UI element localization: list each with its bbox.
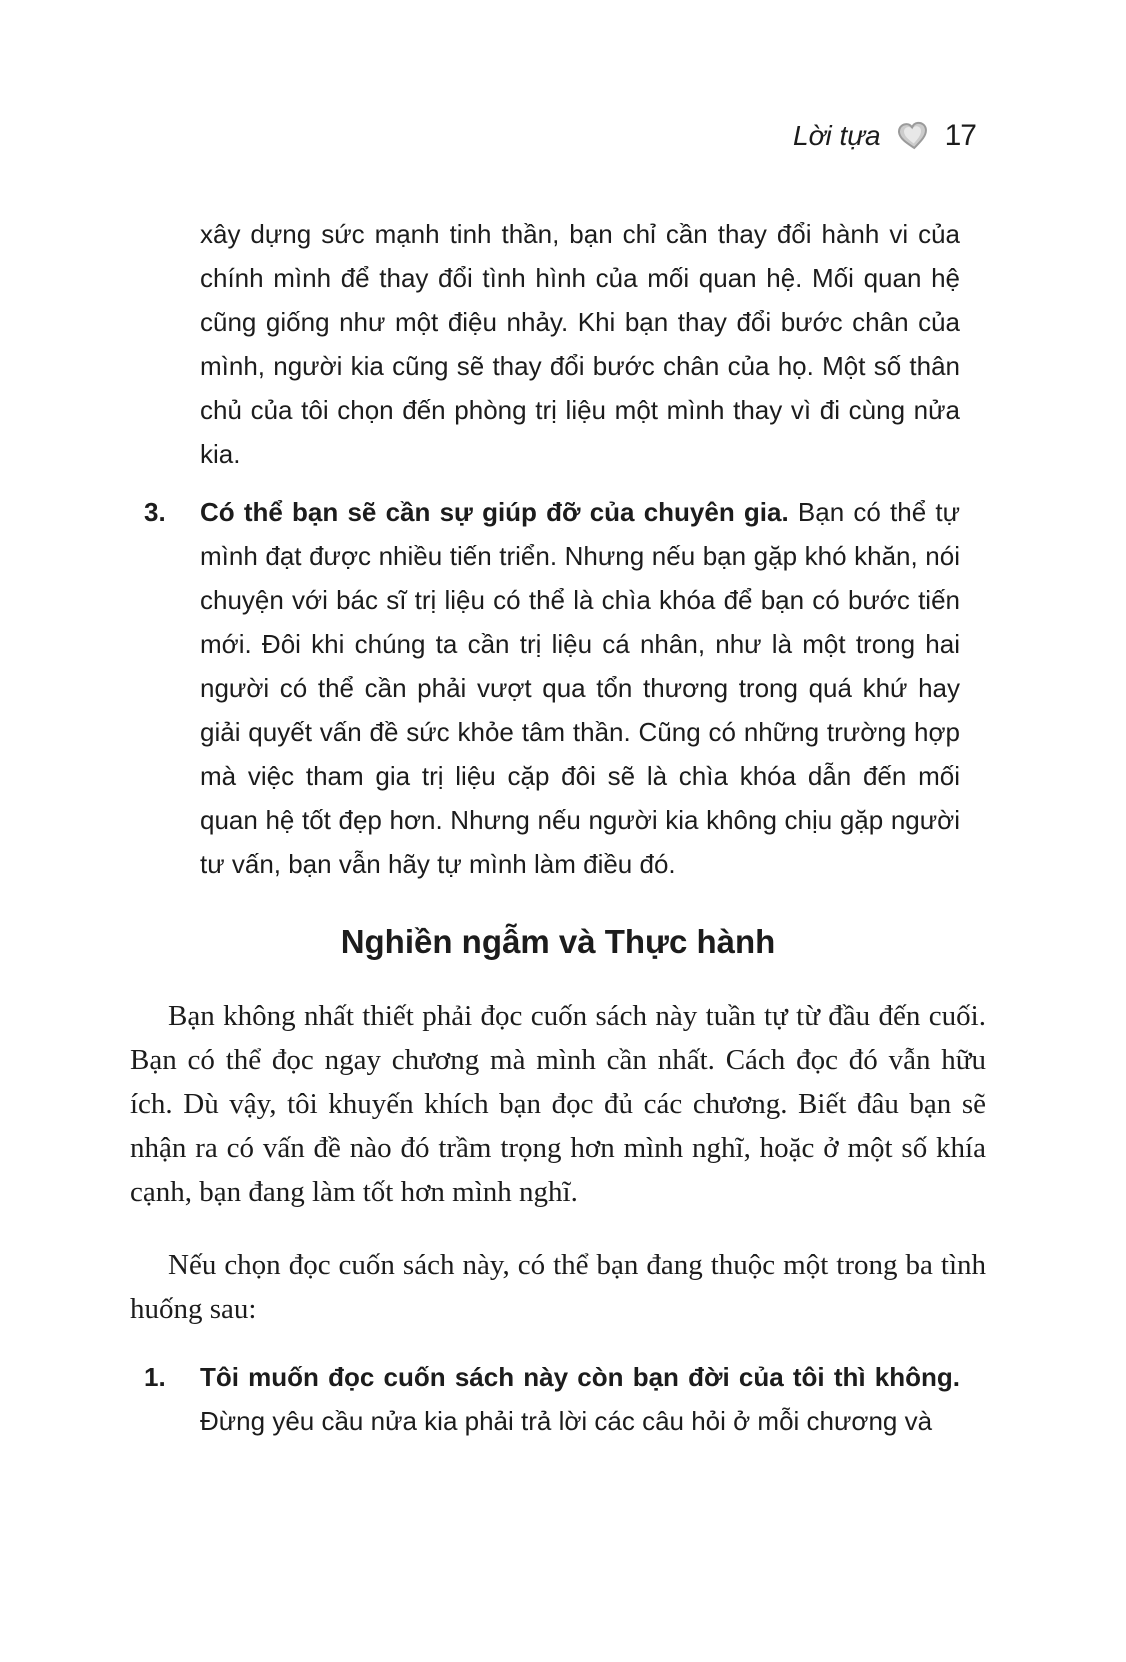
list-item-3 xyxy=(144,490,961,886)
list-item-3-text xyxy=(200,490,960,886)
paragraph-1: Bạn không nhất thiết phải đọc cuốn sách này tuần tự từ đầu đến cuối. Bạn có thể đọc ngay chương mà mình cần nhất. Cách đọc đó vẫn hữu ích. Dù vậy, tôi khuyến khích bạn đọc đủ các chương. Biết đâu bạn sẽ nhận ra có vấn đề nào đó trầm trọng hơn mình nghĩ, hoặc ở một số khía cạnh, bạn đang làm tốt hơn mình nghĩ. xyxy=(130,1000,986,1208)
list-item-1-body: Đừng yêu cầu nửa kia phải trả lời các câu hỏi ở mỗi chương và xyxy=(200,1406,933,1436)
list-item-1-text xyxy=(200,1355,960,1443)
list-item-1-number: 1. xyxy=(144,1362,166,1392)
list-item-1-lead: Tôi muốn đọc cuốn sách này còn bạn đời của tôi thì không. xyxy=(200,1362,960,1392)
heart-icon xyxy=(895,119,930,152)
list-item-3-lead: Có thể bạn sẽ cần sự giúp đỡ của chuyên gia. xyxy=(200,497,789,527)
list-item-3-number: 3. xyxy=(144,497,166,527)
section-heading: Nghiền ngẫm và Thực hành xyxy=(340,923,776,960)
page-number: 17 xyxy=(944,119,976,152)
list-item-3-body: Bạn có thể tự mình đạt được nhiều tiến triển. Nhưng nếu bạn gặp khó khăn, nói chuyện với bác sĩ trị liệu có thể là chìa khóa để bạn có bước tiến mới. Đôi khi chúng ta cần trị liệu cá nhân, như là một trong hai người có thể cần phải vượt qua tổn thương trong quá khứ hay giải quyết vấn đề sức khỏe tâm thần. Cũng có những trường hợp mà việc tham gia trị liệu cặp đôi sẽ là chìa khóa dẫn đến mối quan hệ tốt đẹp hơn. Nhưng nếu người kia không chịu gặp người tư vấn, bạn vẫn hãy tự mình làm điều đó. xyxy=(200,497,961,879)
list-item-2-continuation xyxy=(200,212,960,476)
running-header xyxy=(793,116,976,156)
item2-continuation-text: xây dựng sức mạnh tinh thần, bạn chỉ cần thay đổi hành vi của chính mình để thay đổi tình hình của mối quan hệ. Mối quan hệ cũng giống như một điệu nhảy. Khi bạn thay đổi bước chân của mình, người kia cũng sẽ thay đổi bước chân của họ. Một số thân chủ của tôi chọn đến phòng trị liệu một mình thay vì đi cùng nửa kia. xyxy=(200,219,960,469)
list-item-1 xyxy=(144,1355,960,1443)
paragraph-2: Nếu chọn đọc cuốn sách này, có thể bạn đang thuộc một trong ba tình huống sau: xyxy=(130,1249,986,1325)
page-content xyxy=(130,212,986,1443)
running-header-title: Lời tựa xyxy=(793,120,881,151)
